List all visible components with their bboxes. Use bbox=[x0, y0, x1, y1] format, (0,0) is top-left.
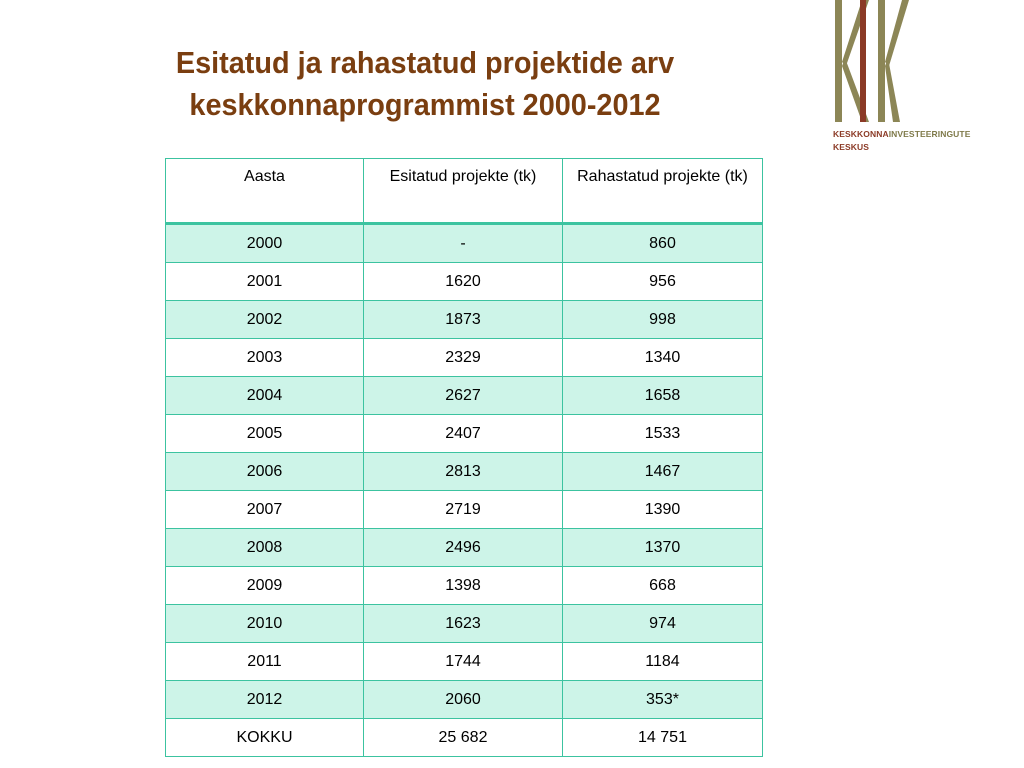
cell-year: 2004 bbox=[166, 377, 364, 415]
table-row bbox=[166, 339, 763, 377]
kik-logo-letters bbox=[835, 0, 909, 122]
table-header-row bbox=[166, 159, 763, 224]
cell-year: KOKKU bbox=[166, 719, 364, 757]
logo-text-line2: KESKUS bbox=[833, 142, 870, 152]
cell-submitted: 1623 bbox=[364, 605, 563, 643]
table-row bbox=[166, 605, 763, 643]
cell-funded: 974 bbox=[563, 605, 763, 643]
cell-funded: 1390 bbox=[563, 491, 763, 529]
table-row bbox=[166, 415, 763, 453]
table-body bbox=[166, 224, 763, 757]
cell-funded: 1533 bbox=[563, 415, 763, 453]
cell-submitted: 2496 bbox=[364, 529, 563, 567]
table-row bbox=[166, 301, 763, 339]
cell-submitted: 2719 bbox=[364, 491, 563, 529]
cell-submitted: 2060 bbox=[364, 681, 563, 719]
title-line-1: Esitatud ja rahastatud projektide arv bbox=[175, 45, 675, 80]
logo-text-part1: KESKKONNA bbox=[833, 129, 889, 139]
cell-funded: 14 751 bbox=[563, 719, 763, 757]
cell-funded: 1467 bbox=[563, 453, 763, 491]
cell-submitted: 1873 bbox=[364, 301, 563, 339]
table-row bbox=[166, 529, 763, 567]
logo-text-part2: INVESTEERINGUTE bbox=[888, 129, 971, 139]
table-row bbox=[166, 491, 763, 529]
cell-funded: 1370 bbox=[563, 529, 763, 567]
cell-year: 2003 bbox=[166, 339, 364, 377]
header-funded: Rahastatud projekte (tk) bbox=[563, 159, 763, 224]
logo-wordmark bbox=[833, 128, 970, 154]
cell-submitted: 2407 bbox=[364, 415, 563, 453]
cell-year: 2002 bbox=[166, 301, 364, 339]
header-submitted: Esitatud projekte (tk) bbox=[364, 159, 563, 224]
cell-submitted: - bbox=[364, 224, 563, 263]
cell-submitted: 25 682 bbox=[364, 719, 563, 757]
table-row bbox=[166, 567, 763, 605]
table-row bbox=[166, 681, 763, 719]
cell-year: 2006 bbox=[166, 453, 364, 491]
cell-funded: 998 bbox=[563, 301, 763, 339]
cell-year: 2000 bbox=[166, 224, 364, 263]
cell-funded: 668 bbox=[563, 567, 763, 605]
table-row bbox=[166, 377, 763, 415]
cell-submitted: 2329 bbox=[364, 339, 563, 377]
cell-funded: 956 bbox=[563, 263, 763, 301]
cell-submitted: 1620 bbox=[364, 263, 563, 301]
cell-submitted: 2813 bbox=[364, 453, 563, 491]
cell-year: 2008 bbox=[166, 529, 364, 567]
table-row bbox=[166, 263, 763, 301]
cell-year: 2009 bbox=[166, 567, 364, 605]
table-row bbox=[166, 453, 763, 491]
cell-funded: 1658 bbox=[563, 377, 763, 415]
cell-year: 2005 bbox=[166, 415, 364, 453]
cell-year: 2012 bbox=[166, 681, 364, 719]
cell-year: 2001 bbox=[166, 263, 364, 301]
cell-year: 2011 bbox=[166, 643, 364, 681]
cell-funded: 353* bbox=[563, 681, 763, 719]
cell-funded: 1340 bbox=[563, 339, 763, 377]
table-row bbox=[166, 643, 763, 681]
table-row bbox=[166, 224, 763, 263]
header-year: Aasta bbox=[166, 159, 364, 224]
table-row bbox=[166, 719, 763, 757]
cell-funded: 1184 bbox=[563, 643, 763, 681]
title-line-2: keskkonnaprogrammist 2000-2012 bbox=[189, 87, 661, 122]
cell-year: 2007 bbox=[166, 491, 364, 529]
cell-year: 2010 bbox=[166, 605, 364, 643]
cell-submitted: 2627 bbox=[364, 377, 563, 415]
cell-submitted: 1744 bbox=[364, 643, 563, 681]
cell-funded: 860 bbox=[563, 224, 763, 263]
cell-submitted: 1398 bbox=[364, 567, 563, 605]
slide-title bbox=[141, 42, 708, 126]
projects-table bbox=[165, 158, 763, 757]
